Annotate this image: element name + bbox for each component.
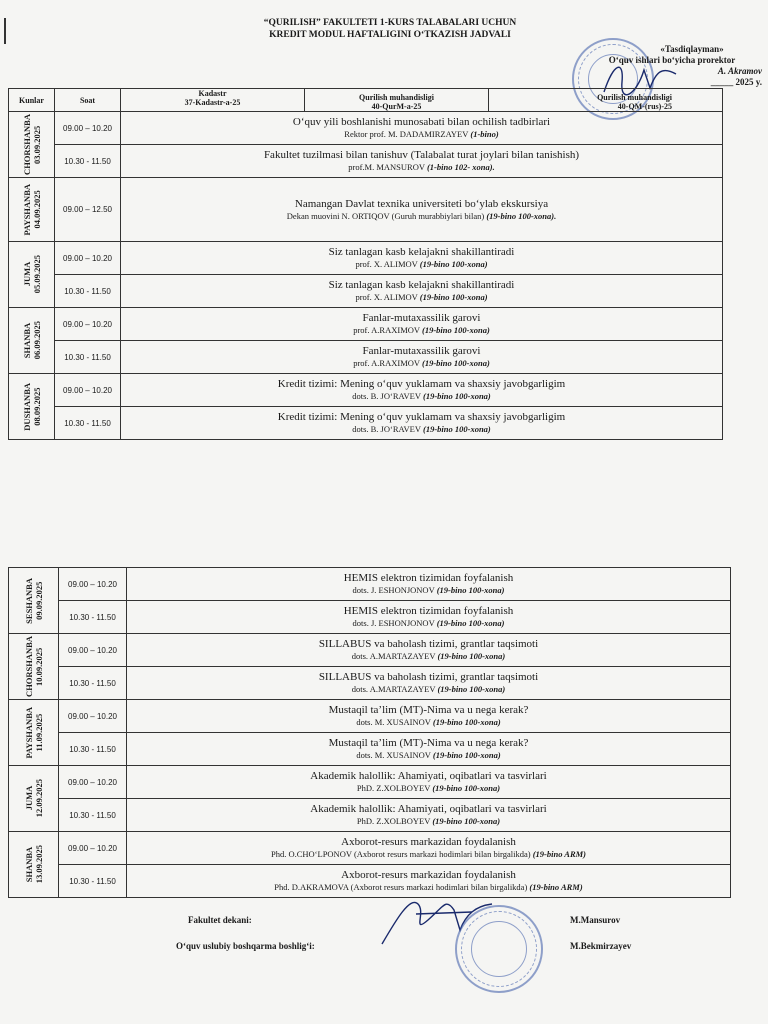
approval-year: _____ 2025 y. bbox=[710, 77, 762, 87]
event-presenter: Phd. O.CHO‘LPONOV (Axborot resurs markazi hodimlari bilan birgalikda) bbox=[270, 849, 531, 859]
event-room: (19-bino 100-xona) bbox=[437, 684, 506, 694]
table-row bbox=[9, 308, 723, 341]
day-label bbox=[22, 255, 42, 293]
event-title: Kredit tizimi: Mening o‘quv yuklamam va shaxsiy javobgarligim bbox=[277, 411, 566, 423]
event-title: HEMIS elektron tizimidan foyfalanish bbox=[343, 605, 514, 617]
event-presenter-line bbox=[127, 783, 730, 794]
event-cell bbox=[121, 242, 723, 275]
schedule-body-1 bbox=[9, 112, 723, 440]
event-title: HEMIS elektron tizimidan foyfalanish bbox=[343, 572, 514, 584]
event-presenter-line bbox=[121, 211, 722, 222]
day-label bbox=[24, 707, 44, 758]
col-group-2-title: Qurilish muhandisligi bbox=[359, 93, 434, 102]
event-title: Fakultet tuzilmasi bilan tanishuv (Talabalat turat joylari bilan tanishish) bbox=[263, 149, 580, 161]
head-name: M.Bekmirzayev bbox=[570, 941, 632, 951]
day-name: CHORSHANBA bbox=[21, 114, 32, 175]
approval-name: A. Akramov bbox=[717, 66, 762, 76]
event-cell bbox=[121, 145, 723, 178]
event-room: (19-bino 100-xona) bbox=[419, 259, 488, 269]
event-room: (19-bino 100-xona) bbox=[432, 750, 501, 760]
event-presenter: PhD. Z.XOLBOYEV bbox=[356, 816, 431, 826]
event-presenter: dots. A.MARTAZAYEV bbox=[351, 651, 436, 661]
table-row bbox=[9, 733, 731, 766]
time-cell: 09.00 – 10.20 bbox=[59, 568, 127, 601]
event-cell bbox=[127, 766, 731, 799]
event-room: (19-bino 100-xona) bbox=[437, 651, 506, 661]
time-cell: 10.30 - 11.50 bbox=[59, 601, 127, 634]
schedule-body-2 bbox=[9, 568, 731, 898]
event-presenter: prof. X. ALIMOV bbox=[355, 292, 418, 302]
header-line-1: “QURILISH” FAKULTETI 1-KURS TALABALARI UCHUN bbox=[263, 18, 517, 28]
day-date: 09.09.2025 bbox=[33, 581, 44, 620]
event-cell bbox=[121, 178, 723, 242]
col-group-3-code: 40-QM-(rus)-25 bbox=[617, 102, 672, 111]
day-name: SESHANBA bbox=[23, 577, 34, 624]
day-date: 03.09.2025 bbox=[31, 125, 42, 164]
faculty-stamp bbox=[455, 905, 543, 993]
time-cell: 09.00 – 12.50 bbox=[55, 178, 121, 242]
event-cell bbox=[121, 374, 723, 407]
day-date: 12.09.2025 bbox=[33, 779, 44, 818]
event-presenter-line bbox=[121, 424, 722, 435]
event-room: (19-bino 100-xona). bbox=[486, 210, 557, 221]
table-row bbox=[9, 112, 723, 145]
day-cell bbox=[9, 374, 55, 440]
day-cell bbox=[9, 832, 59, 898]
day-name: CHORSHANBA bbox=[23, 636, 34, 697]
event-cell bbox=[127, 832, 731, 865]
day-name: PAYSHANBA bbox=[21, 183, 32, 236]
event-cell bbox=[121, 275, 723, 308]
col-group-1-title: Kadastr bbox=[198, 89, 227, 98]
event-presenter: dots. B. JO‘RAVEV bbox=[352, 391, 421, 401]
event-presenter-line bbox=[121, 325, 722, 336]
day-cell bbox=[9, 700, 59, 766]
event-presenter: dots. B. JO‘RAVEV bbox=[352, 424, 421, 434]
event-title: Akademik halollik: Ahamiyati, oqibatlari va tasvirlari bbox=[310, 770, 547, 782]
event-presenter-line bbox=[121, 391, 722, 402]
day-date: 05.09.2025 bbox=[31, 255, 42, 294]
day-cell bbox=[9, 178, 55, 242]
time-cell: 09.00 – 10.20 bbox=[55, 112, 121, 145]
col-days: Kunlar bbox=[9, 89, 55, 112]
event-title: Siz tanlagan kasb kelajakni shakillantiradi bbox=[328, 246, 515, 258]
table-row bbox=[9, 568, 731, 601]
schedule-table-2 bbox=[8, 567, 731, 898]
event-title: Kredit tizimi: Mening o‘quv yuklamam va shaxsiy javobgarligim bbox=[277, 378, 566, 390]
event-presenter-line bbox=[121, 259, 722, 270]
day-name: SHANBA bbox=[21, 322, 32, 359]
event-presenter: Phd. D.AKRAMOVA (Axborot resurs markazi hodimlari bilan birgalikda) bbox=[274, 882, 528, 892]
time-cell: 10.30 - 11.50 bbox=[59, 667, 127, 700]
event-presenter: prof. A.RAXIMOV bbox=[353, 358, 420, 368]
event-title: Axborot-resurs markazidan foydalanish bbox=[341, 836, 516, 848]
day-name: JUMA bbox=[23, 786, 34, 811]
event-title: O‘quv yili boshlanishi munosabati bilan ochilish tadbirlari bbox=[292, 116, 551, 128]
event-presenter-line bbox=[127, 618, 730, 629]
day-name: SHANBA bbox=[23, 846, 34, 883]
table-row bbox=[9, 766, 731, 799]
header-line-2: KREDIT MODUL HAFTALIGINI O‘TKAZISH JADVALI bbox=[269, 30, 511, 40]
event-presenter-line bbox=[121, 162, 722, 173]
event-presenter: dots. M. XUSAINOV bbox=[356, 750, 431, 760]
event-cell bbox=[121, 407, 723, 440]
day-cell bbox=[9, 766, 59, 832]
event-presenter: dots. J. ESHONJONOV bbox=[352, 618, 435, 628]
event-cell bbox=[127, 700, 731, 733]
dean-name: M.Mansurov bbox=[570, 915, 621, 925]
event-room: (19-bino 100-xona) bbox=[422, 358, 490, 368]
event-title: Mustaqil ta’lim (MT)-Nima va u nega kerak? bbox=[328, 704, 529, 716]
event-room: (19-bino 100-xona) bbox=[436, 618, 505, 628]
table-header bbox=[9, 89, 723, 112]
event-presenter-line bbox=[121, 358, 722, 369]
table-row bbox=[9, 145, 723, 178]
time-cell: 09.00 – 10.20 bbox=[55, 242, 121, 275]
table-row bbox=[9, 407, 723, 440]
table-row bbox=[9, 634, 731, 667]
day-cell bbox=[9, 112, 55, 178]
event-title: Siz tanlagan kasb kelajakni shakillantiradi bbox=[328, 279, 515, 291]
event-title: SILLABUS va baholash tizimi, grantlar taqsimoti bbox=[318, 671, 539, 683]
col-group-3-title: Qurilish muhandisligi bbox=[597, 93, 672, 102]
table-row bbox=[9, 178, 723, 242]
event-room: (19-bino 100-xona) bbox=[432, 783, 501, 793]
event-title: Fanlar-mutaxassilik garovi bbox=[362, 312, 481, 324]
event-presenter-line bbox=[127, 750, 730, 761]
event-cell bbox=[127, 634, 731, 667]
event-room: (19-bino ARM) bbox=[529, 882, 583, 892]
event-cell bbox=[121, 308, 723, 341]
time-cell: 09.00 – 10.20 bbox=[59, 832, 127, 865]
time-cell: 10.30 - 11.50 bbox=[59, 799, 127, 832]
event-room: (19-bino 100-xona) bbox=[436, 585, 505, 595]
time-cell: 09.00 – 10.20 bbox=[55, 308, 121, 341]
event-title: Axborot-resurs markazidan foydalanish bbox=[341, 869, 516, 881]
event-presenter: prof. A.RAXIMOV bbox=[353, 325, 420, 335]
time-cell: 09.00 – 10.20 bbox=[59, 700, 127, 733]
time-cell: 10.30 - 11.50 bbox=[55, 341, 121, 374]
col-time: Soat bbox=[55, 89, 121, 112]
faculty-stamp-inner bbox=[471, 921, 527, 977]
approval-role: O‘quv ishlari bo‘yicha prorektor bbox=[608, 55, 736, 65]
col-group-2 bbox=[304, 89, 488, 111]
day-label bbox=[24, 636, 44, 697]
table-row bbox=[9, 832, 731, 865]
event-presenter-line bbox=[127, 585, 730, 596]
event-cell bbox=[127, 568, 731, 601]
event-room: (19-bino 100-xona) bbox=[422, 325, 490, 335]
col-group-1 bbox=[121, 89, 304, 111]
event-cell bbox=[127, 733, 731, 766]
table-row bbox=[9, 275, 723, 308]
event-presenter-line bbox=[121, 129, 722, 140]
day-label bbox=[24, 578, 44, 624]
day-label bbox=[22, 184, 42, 235]
document-header bbox=[180, 17, 600, 41]
event-room: (1-bino) bbox=[470, 129, 499, 139]
table-row bbox=[9, 242, 723, 275]
table-row bbox=[9, 601, 731, 634]
day-date: 04.09.2025 bbox=[31, 190, 42, 229]
table-row bbox=[9, 374, 723, 407]
day-label bbox=[22, 114, 42, 175]
day-date: 10.09.2025 bbox=[33, 647, 44, 686]
table-row bbox=[9, 700, 731, 733]
event-room: (1-bino 102- xona). bbox=[426, 162, 495, 172]
time-cell: 10.30 - 11.50 bbox=[59, 733, 127, 766]
event-title: SILLABUS va baholash tizimi, grantlar taqsimoti bbox=[318, 638, 539, 650]
event-title: Namangan Davlat texnika universiteti bo‘ylab ekskursiya bbox=[294, 197, 549, 210]
time-cell: 10.30 - 11.50 bbox=[55, 145, 121, 178]
event-cell bbox=[127, 601, 731, 634]
col-group-1-code: 37-Kadastr-a-25 bbox=[184, 98, 241, 107]
event-presenter-line bbox=[127, 684, 730, 695]
table-row bbox=[9, 667, 731, 700]
event-presenter: prof.M. MANSUROV bbox=[348, 162, 425, 172]
time-cell: 10.30 - 11.50 bbox=[55, 407, 121, 440]
event-cell bbox=[127, 667, 731, 700]
col-group-3 bbox=[488, 89, 722, 111]
event-room: (19-bino 100-xona) bbox=[419, 292, 488, 302]
event-room: (19-bino ARM) bbox=[532, 849, 587, 859]
day-cell bbox=[9, 308, 55, 374]
table-row bbox=[9, 799, 731, 832]
dean-label: Fakultet dekani: bbox=[188, 915, 252, 925]
time-cell: 09.00 – 10.20 bbox=[59, 634, 127, 667]
event-presenter-line bbox=[127, 651, 730, 662]
event-presenter: Dekan muovini N. ORTIQOV (Guruh murabbiylari bilan) bbox=[286, 210, 485, 221]
day-label bbox=[22, 383, 42, 431]
event-presenter-line bbox=[127, 717, 730, 728]
event-room: (19-bino 100-xona) bbox=[432, 816, 501, 826]
time-cell: 09.00 – 10.20 bbox=[59, 766, 127, 799]
day-label bbox=[24, 779, 44, 817]
event-cell bbox=[127, 799, 731, 832]
day-cell bbox=[9, 568, 59, 634]
col-group-2-code: 40-QurM-a-25 bbox=[371, 102, 422, 111]
day-name: DUSHANBA bbox=[21, 382, 32, 431]
day-name: JUMA bbox=[21, 262, 32, 287]
day-cell bbox=[9, 242, 55, 308]
event-room: (19-bino 100-xona) bbox=[423, 424, 491, 434]
table-row bbox=[9, 865, 731, 898]
event-presenter-line bbox=[127, 816, 730, 827]
event-presenter: dots. J. ESHONJONOV bbox=[352, 585, 435, 595]
day-name: PAYSHANBA bbox=[23, 706, 34, 759]
time-cell: 09.00 – 10.20 bbox=[55, 374, 121, 407]
day-label bbox=[22, 321, 42, 359]
event-cell bbox=[121, 112, 723, 145]
event-title: Mustaqil ta’lim (MT)-Nima va u nega kerak? bbox=[328, 737, 529, 749]
approval-label: «Tasdiqlayman» bbox=[660, 44, 724, 54]
event-presenter: prof. X. ALIMOV bbox=[355, 259, 418, 269]
event-room: (19-bino 100-xona) bbox=[423, 391, 491, 401]
day-date: 08.09.2025 bbox=[31, 387, 42, 426]
event-title: Akademik halollik: Ahamiyati, oqibatlari va tasvirlari bbox=[310, 803, 547, 815]
head-label: O‘quv uslubiy boshqarma boshlig‘i: bbox=[176, 941, 315, 951]
event-presenter: dots. M. XUSAINOV bbox=[356, 717, 431, 727]
event-presenter: Rektor prof. M. DADAMIRZAYEV bbox=[344, 129, 469, 139]
event-cell bbox=[121, 341, 723, 374]
event-presenter-line bbox=[121, 292, 722, 303]
day-date: 11.09.2025 bbox=[33, 713, 44, 752]
event-room: (19-bino 100-xona) bbox=[432, 717, 501, 727]
event-presenter: dots. A.MARTAZAYEV bbox=[351, 684, 436, 694]
event-title: Fanlar-mutaxassilik garovi bbox=[362, 345, 481, 357]
time-cell: 10.30 - 11.50 bbox=[59, 865, 127, 898]
day-date: 06.09.2025 bbox=[31, 321, 42, 360]
event-presenter: PhD. Z.XOLBOYEV bbox=[356, 783, 431, 793]
page-edge-mark bbox=[4, 18, 6, 44]
day-date: 13.09.2025 bbox=[33, 845, 44, 884]
time-cell: 10.30 - 11.50 bbox=[55, 275, 121, 308]
day-cell bbox=[9, 634, 59, 700]
col-groups bbox=[121, 89, 723, 112]
schedule-table-1 bbox=[8, 88, 723, 440]
table-row bbox=[9, 341, 723, 374]
day-label bbox=[24, 845, 44, 883]
event-presenter-line bbox=[127, 849, 730, 860]
